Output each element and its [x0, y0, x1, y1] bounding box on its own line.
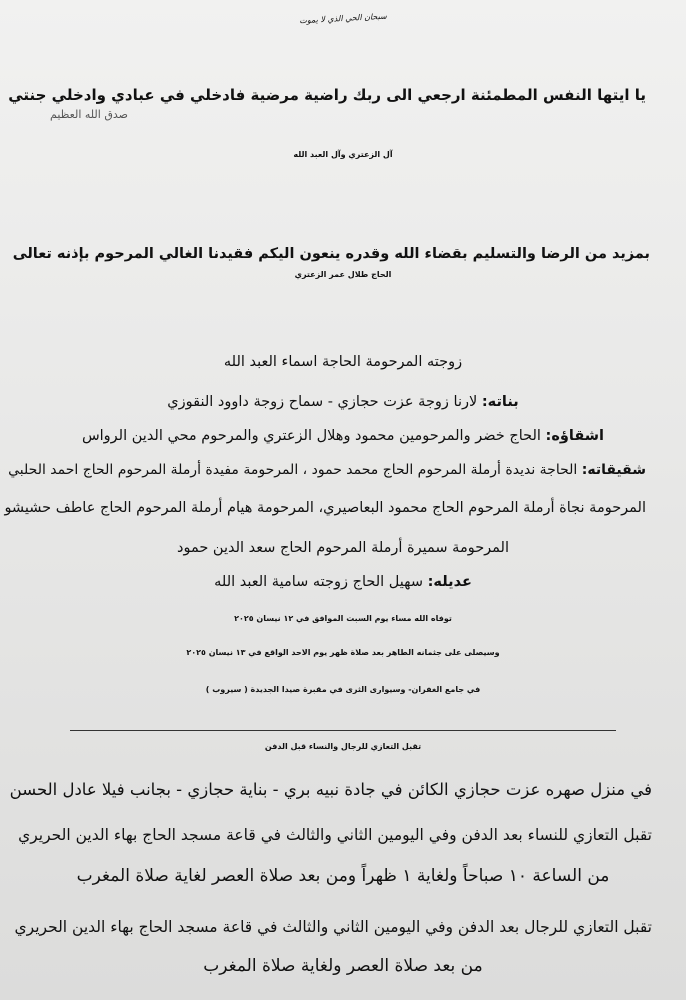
sisters-line-2: المرحومة نجاة أرملة المرحوم الحاج محمود البعاصيري، المرحومة هيام أرملة المرحوم الحاج عاطف حشيشو: [4, 500, 646, 516]
daughters-label: بناته:: [481, 394, 519, 410]
sisters-line-1: [8, 462, 646, 478]
wife-line: زوجته المرحومة الحاجة اسماء العبد الله: [223, 354, 463, 370]
daughters-line: [40, 394, 646, 410]
sisters-label: شقيقاته:: [581, 462, 646, 478]
condolences-women-2: من الساعة ١٠ صباحاً ولغاية ١ ظهراً ومن بعد صلاة العصر لغاية صلاة المغرب: [76, 866, 610, 886]
condolences-men-1: تقبل التعازي للرجال بعد الدفن وفي اليومين الثاني والثالث في قاعة مسجد الحاج بهاء الدين الحريري: [14, 918, 652, 936]
intro-text: بمزيد من الرضا والتسليم بقضاء الله وقدره ينعون اليكم فقيدنا الغالي المرحوم بإذنه تعالى: [12, 246, 650, 262]
condolences-heading: تقبل التعازي للرجال والنساء قبل الدفن: [264, 742, 422, 751]
condolences-men-2: من بعد صلاة العصر ولغاية صلاة المغرب: [203, 956, 483, 976]
burial-notice: في جامع الغفران- وسيوارى الثرى في مقبرة صيدا الجديدة ( سيروب ): [205, 685, 481, 694]
calligraphy-header: سبحان الحي الذي لا يموت: [299, 11, 387, 26]
prayer-notice: وسيصلى على جثمانه الطاهر بعد صلاة ظهر يوم الاحد الواقع في ١٣ نيسان ٢٠٢٥: [186, 648, 500, 657]
sisters-line-3: المرحومة سميرة أرملة المرحوم الحاج سعد الدين حمود: [177, 540, 509, 556]
verse-source: صدق الله العظيم: [50, 108, 128, 121]
brothers-line: [40, 428, 646, 444]
brother-in-law-label: عديله:: [427, 574, 472, 590]
brother-in-law-line: [40, 574, 646, 590]
condolences-women-1: تقبل التعازي للنساء بعد الدفن وفي اليومين الثاني والثالث في قاعة مسجد الحاج بهاء الدين الحريري: [18, 826, 652, 844]
brothers-text: الحاج خضر والمرحومين محمود وهلال الزعتري والمرحوم محي الدين الرواس: [81, 428, 541, 444]
daughters-text: لارنا زوجة عزت حجازي - سماح زوجة داوود النقوزي: [167, 394, 478, 410]
condolences-location: في منزل صهره عزت حجازي الكائن في جادة نبيه بري - بناية حجازي - بجانب فيلا عادل الحسن: [9, 780, 652, 799]
brother-in-law-text: سهيل الحاج زوجته سامية العبد الله: [214, 574, 423, 590]
death-notice: توفاه الله مساء يوم السبت الموافق في ١٢ نيسان ٢٠٢٥: [234, 614, 452, 623]
brothers-label: اشقاؤه:: [545, 428, 605, 444]
divider: [70, 730, 616, 731]
deceased-name: الحاج طلال عمر الزعتري: [294, 270, 392, 279]
families-title: آل الزعتري وآل العبد الله: [293, 150, 393, 159]
sisters-text-1: الحاجة نديدة أرملة المرحوم الحاج محمد حمود ، المرحومة مفيدة أرملة المرحوم الحاج احمد الحلبي: [8, 462, 578, 478]
quran-verse: يا ايتها النفس المطمئنة ارجعي الى ربك راضية مرضية فادخلي في عبادي وادخلي جنتي: [8, 86, 646, 104]
